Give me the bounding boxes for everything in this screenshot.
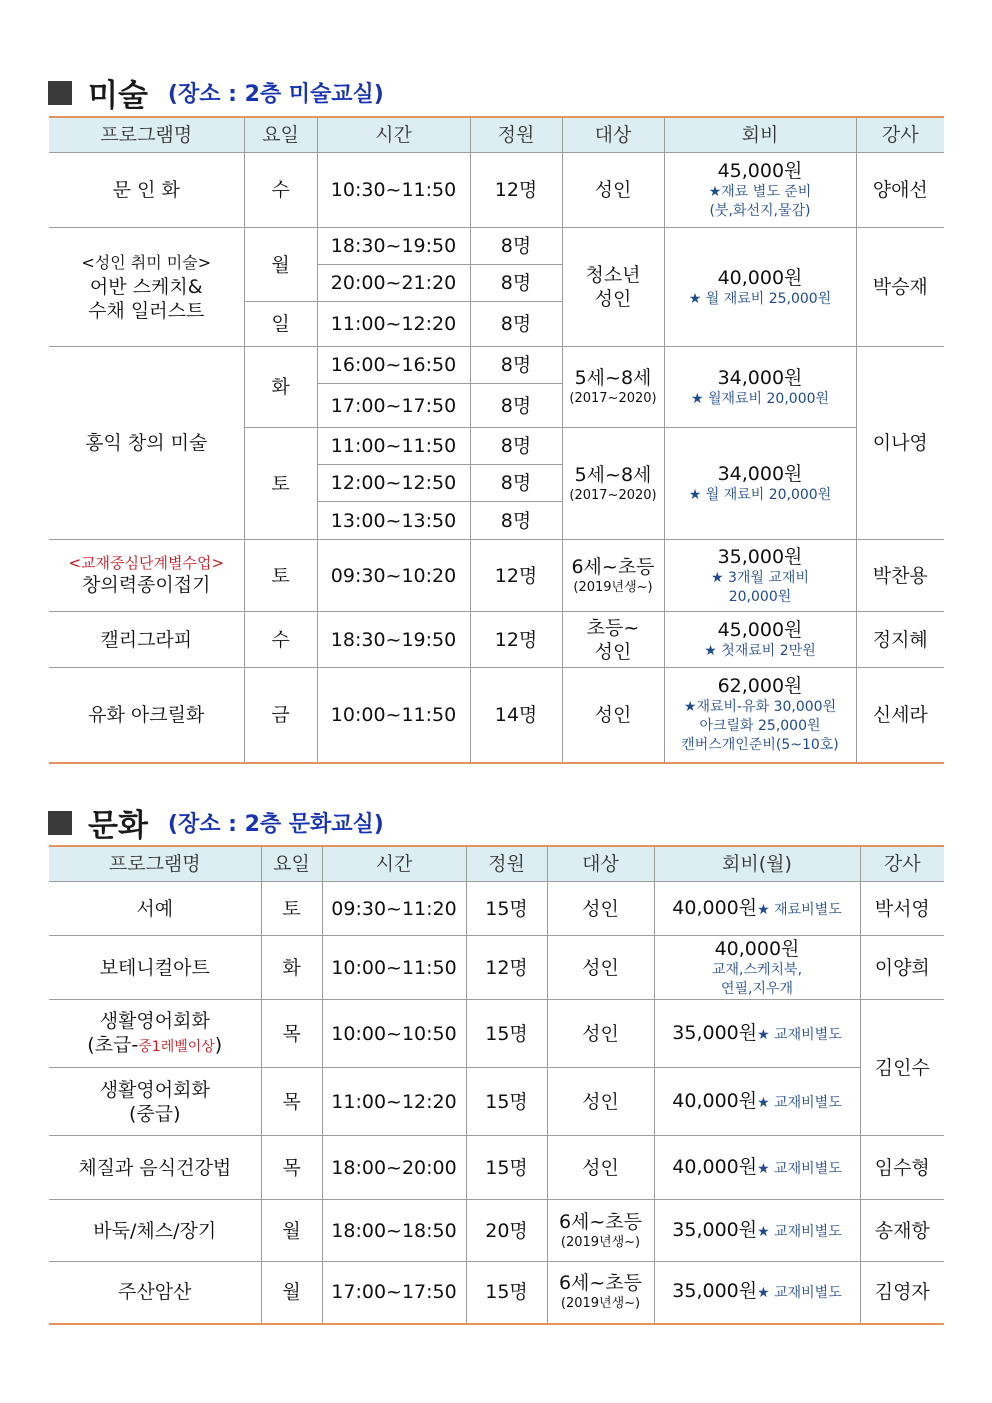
time: 16:00~16:50 [317, 347, 470, 384]
header-time: 시간 [317, 117, 470, 153]
fee-cell [664, 228, 856, 347]
fee-note: ★ 재료비별도 [757, 901, 842, 918]
fee: 45,000원 [717, 160, 803, 182]
target: 성인 [562, 668, 664, 763]
header-teacher: 강사 [860, 846, 944, 882]
fee-note: (붓,화선지,물감) [709, 203, 811, 219]
target-cell [547, 1262, 654, 1324]
day: 월 [244, 228, 317, 302]
teacher: 이양희 [860, 936, 944, 1000]
target: 5세~8세 [574, 367, 652, 389]
target: 성인 [562, 153, 664, 228]
table-row [49, 882, 944, 936]
header-fee: 회비 [664, 117, 856, 153]
time: 18:30~19:50 [317, 228, 470, 265]
table-row [49, 936, 944, 1000]
header-time: 시간 [322, 846, 466, 882]
table-header-row [49, 846, 944, 882]
time: 17:00~17:50 [317, 384, 470, 428]
time: 18:00~20:00 [322, 1136, 466, 1200]
program-level-prefix: (초급- [87, 1033, 139, 1056]
table-row [49, 540, 944, 612]
fee-note: ★ 교재비별도 [757, 1026, 842, 1043]
program-name: 바둑/체스/장기 [49, 1200, 261, 1262]
fee-cell [654, 1136, 860, 1200]
table-row [49, 347, 944, 384]
teacher: 임수형 [860, 1136, 944, 1200]
fee: 40,000원 [714, 937, 800, 960]
header-target: 대상 [562, 117, 664, 153]
capacity: 15명 [466, 1136, 547, 1200]
target-cell [562, 540, 664, 612]
fee-cell [664, 428, 856, 540]
fee-note: ★ 교재비별도 [757, 1223, 842, 1240]
header-program: 프로그램명 [49, 846, 261, 882]
program-name-cell [49, 228, 244, 347]
day: 월 [261, 1200, 322, 1262]
program-name: 주산암산 [49, 1262, 261, 1324]
fee: 40,000원 [672, 896, 758, 919]
teacher: 박승재 [856, 228, 944, 347]
capacity: 15명 [466, 1068, 547, 1136]
table-row [49, 153, 944, 228]
art-title: 미술 [88, 78, 148, 114]
art-section-title [48, 70, 384, 115]
capacity: 8명 [470, 228, 562, 265]
day: 수 [244, 612, 317, 668]
fee-note: 교재,스케치북, [711, 961, 803, 978]
teacher: 정지혜 [856, 612, 944, 668]
target: 청소년 [585, 264, 641, 286]
day: 월 [261, 1262, 322, 1324]
fee-note: ★ 교재비별도 [757, 1285, 842, 1302]
table-row [49, 228, 944, 265]
table-row [49, 1000, 944, 1068]
square-bullet-icon [48, 81, 72, 105]
fee-cell [664, 347, 856, 428]
program-name: 어반 스케치& [89, 276, 203, 298]
fee: 35,000원 [672, 1021, 758, 1044]
culture-section-title [48, 800, 384, 845]
day: 목 [261, 1068, 322, 1136]
time: 18:00~18:50 [322, 1200, 466, 1262]
time: 17:00~17:50 [322, 1262, 466, 1324]
header-teacher: 강사 [856, 117, 944, 153]
fee-cell [664, 153, 856, 228]
time: 12:00~12:50 [317, 465, 470, 502]
time: 11:00~11:50 [317, 428, 470, 465]
fee-note: 아크릴화 25,000원 [699, 718, 821, 735]
header-capacity: 정원 [470, 117, 562, 153]
square-bullet-icon [48, 811, 72, 835]
time: 10:00~10:50 [322, 1000, 466, 1068]
header-program: 프로그램명 [49, 117, 244, 153]
target-cell [547, 1200, 654, 1262]
fee-cell [654, 882, 860, 936]
target-sub: (2017~2020) [569, 391, 657, 406]
target: 성인 [594, 288, 632, 310]
capacity: 8명 [470, 265, 562, 302]
program-name: 창의력종이접기 [82, 574, 211, 596]
time: 10:00~11:50 [322, 936, 466, 1000]
capacity: 14명 [470, 668, 562, 763]
target: 6세~초등 [571, 555, 655, 578]
art-place: (장소 : 2층 미술교실) [167, 82, 384, 107]
capacity: 8명 [470, 428, 562, 465]
fee-note: ★재료비-유화 30,000원 [683, 699, 837, 716]
capacity: 12명 [466, 936, 547, 1000]
program-name: 캘리그라피 [49, 612, 244, 668]
capacity: 8명 [470, 384, 562, 428]
fee: 34,000원 [717, 366, 803, 389]
target: 성인 [547, 936, 654, 1000]
fee-cell [654, 936, 860, 1000]
day: 목 [261, 1000, 322, 1068]
teacher: 박서영 [860, 882, 944, 936]
capacity: 8명 [470, 347, 562, 384]
program-level-suffix: ) [214, 1033, 223, 1056]
culture-place: (장소 : 2층 문화교실) [167, 812, 384, 837]
fee-cell [664, 612, 856, 668]
time: 13:00~13:50 [317, 502, 470, 540]
capacity: 15명 [466, 1000, 547, 1068]
capacity: 20명 [466, 1200, 547, 1262]
program-level: (중급) [128, 1102, 181, 1125]
capacity: 12명 [470, 540, 562, 612]
fee-cell [664, 668, 856, 763]
capacity: 8명 [470, 465, 562, 502]
fee-note: 20,000원 [728, 588, 792, 605]
program-name: 문 인 화 [49, 153, 244, 228]
fee-cell [654, 1000, 860, 1068]
program-name: 보테니컬아트 [49, 936, 261, 1000]
fee-note: ★ 교재비별도 [757, 1094, 842, 1111]
fee-cell [664, 540, 856, 612]
fee-note: 캔버스개인준비(5~10호) [681, 737, 839, 754]
fee-note: ★ 교재비별도 [757, 1160, 842, 1177]
capacity: 12명 [470, 612, 562, 668]
target-sub: (2019년생~) [560, 1234, 641, 1250]
target: 성인 [547, 1136, 654, 1200]
teacher: 박찬용 [856, 540, 944, 612]
fee: 34,000원 [717, 463, 803, 485]
target-sub: (2019년생~) [560, 1296, 641, 1312]
fee-cell [654, 1262, 860, 1324]
capacity: 8명 [470, 302, 562, 347]
target: 6세~초등 [558, 1210, 643, 1233]
fee-note: ★ 첫재료비 2만원 [704, 643, 816, 659]
target: 성인 [547, 1068, 654, 1136]
table-row [49, 1068, 944, 1136]
program-name: 체질과 음식건강법 [49, 1136, 261, 1200]
teacher: 양애선 [856, 153, 944, 228]
time: 10:30~11:50 [317, 153, 470, 228]
program-name: 홍익 창의 미술 [49, 347, 244, 540]
day: 화 [244, 347, 317, 428]
teacher: 이나영 [856, 347, 944, 540]
table-row [49, 1136, 944, 1200]
day: 수 [244, 153, 317, 228]
target: 6세~초등 [558, 1272, 643, 1295]
fee-note: ★ 월 재료비 25,000원 [688, 290, 832, 307]
time: 10:00~11:50 [317, 668, 470, 763]
teacher: 신세라 [856, 668, 944, 763]
fee-cell [654, 1068, 860, 1136]
table-row [49, 668, 944, 763]
target-cell [562, 228, 664, 347]
time: 20:00~21:20 [317, 265, 470, 302]
teacher: 송재항 [860, 1200, 944, 1262]
program-name-cell [49, 1068, 261, 1136]
program-name-cell [49, 1000, 261, 1068]
time: 18:30~19:50 [317, 612, 470, 668]
program-name-tag: <교재중심단계별수업> [68, 554, 225, 572]
fee: 40,000원 [717, 266, 803, 289]
target: 성인 [547, 1000, 654, 1068]
fee: 35,000원 [672, 1280, 758, 1303]
fee-note: ★재료 별도 준비 [708, 184, 812, 200]
target: 5세~8세 [574, 463, 652, 486]
target-cell [562, 428, 664, 540]
day: 목 [261, 1136, 322, 1200]
teacher: 김영자 [860, 1262, 944, 1324]
target-sub: (2017~2020) [569, 487, 657, 503]
fee-cell [654, 1200, 860, 1262]
fee-note: ★ 월 재료비 20,000원 [688, 487, 832, 503]
day: 일 [244, 302, 317, 347]
target: 성인 [594, 640, 632, 663]
target-cell [562, 612, 664, 668]
capacity: 15명 [466, 1262, 547, 1324]
day: 금 [244, 668, 317, 763]
program-name: 생활영어회화 [99, 1078, 210, 1101]
teacher: 김인수 [860, 1000, 944, 1136]
day: 화 [261, 936, 322, 1000]
header-day: 요일 [261, 846, 322, 882]
day: 토 [244, 428, 317, 540]
fee: 35,000원 [672, 1218, 758, 1241]
time: 09:30~10:20 [317, 540, 470, 612]
fee: 40,000원 [672, 1089, 758, 1112]
art-schedule-table [49, 116, 944, 764]
program-name: 수채 일러스트 [88, 300, 205, 322]
program-name: <성인 취미 미술> [81, 253, 212, 272]
capacity: 15명 [466, 882, 547, 936]
fee-note: ★ 월재료비 20,000원 [690, 390, 830, 407]
program-name-cell [49, 540, 244, 612]
culture-title: 문화 [88, 808, 148, 844]
header-target: 대상 [547, 846, 654, 882]
program-name: 유화 아크릴화 [49, 668, 244, 763]
target: 성인 [547, 882, 654, 936]
fee: 35,000원 [717, 545, 803, 568]
time: 11:00~12:20 [322, 1068, 466, 1136]
target: 초등~ [586, 616, 640, 639]
header-fee: 회비(월) [654, 846, 860, 882]
program-level-red: 중1레벨이상 [138, 1038, 215, 1055]
fee-note: ★ 3개월 교재비 [711, 569, 809, 586]
fee-note: 연필,지우개 [720, 980, 794, 997]
capacity: 8명 [470, 502, 562, 540]
table-row [49, 612, 944, 668]
fee: 45,000원 [717, 619, 803, 641]
culture-schedule-table [49, 845, 944, 1325]
program-level [51, 1033, 259, 1059]
capacity: 12명 [470, 153, 562, 228]
table-row [49, 1200, 944, 1262]
day: 토 [261, 882, 322, 936]
table-header-row [49, 117, 944, 153]
target-cell [562, 347, 664, 428]
header-capacity: 정원 [466, 846, 547, 882]
program-name: 서예 [49, 882, 261, 936]
table-row [49, 1262, 944, 1324]
header-day: 요일 [244, 117, 317, 153]
time: 09:30~11:20 [322, 882, 466, 936]
day: 토 [244, 540, 317, 612]
time: 11:00~12:20 [317, 302, 470, 347]
fee: 40,000원 [672, 1155, 758, 1178]
fee: 62,000원 [717, 675, 803, 698]
target-sub: (2019년생~) [573, 579, 653, 595]
program-name: 생활영어회화 [99, 1009, 210, 1032]
